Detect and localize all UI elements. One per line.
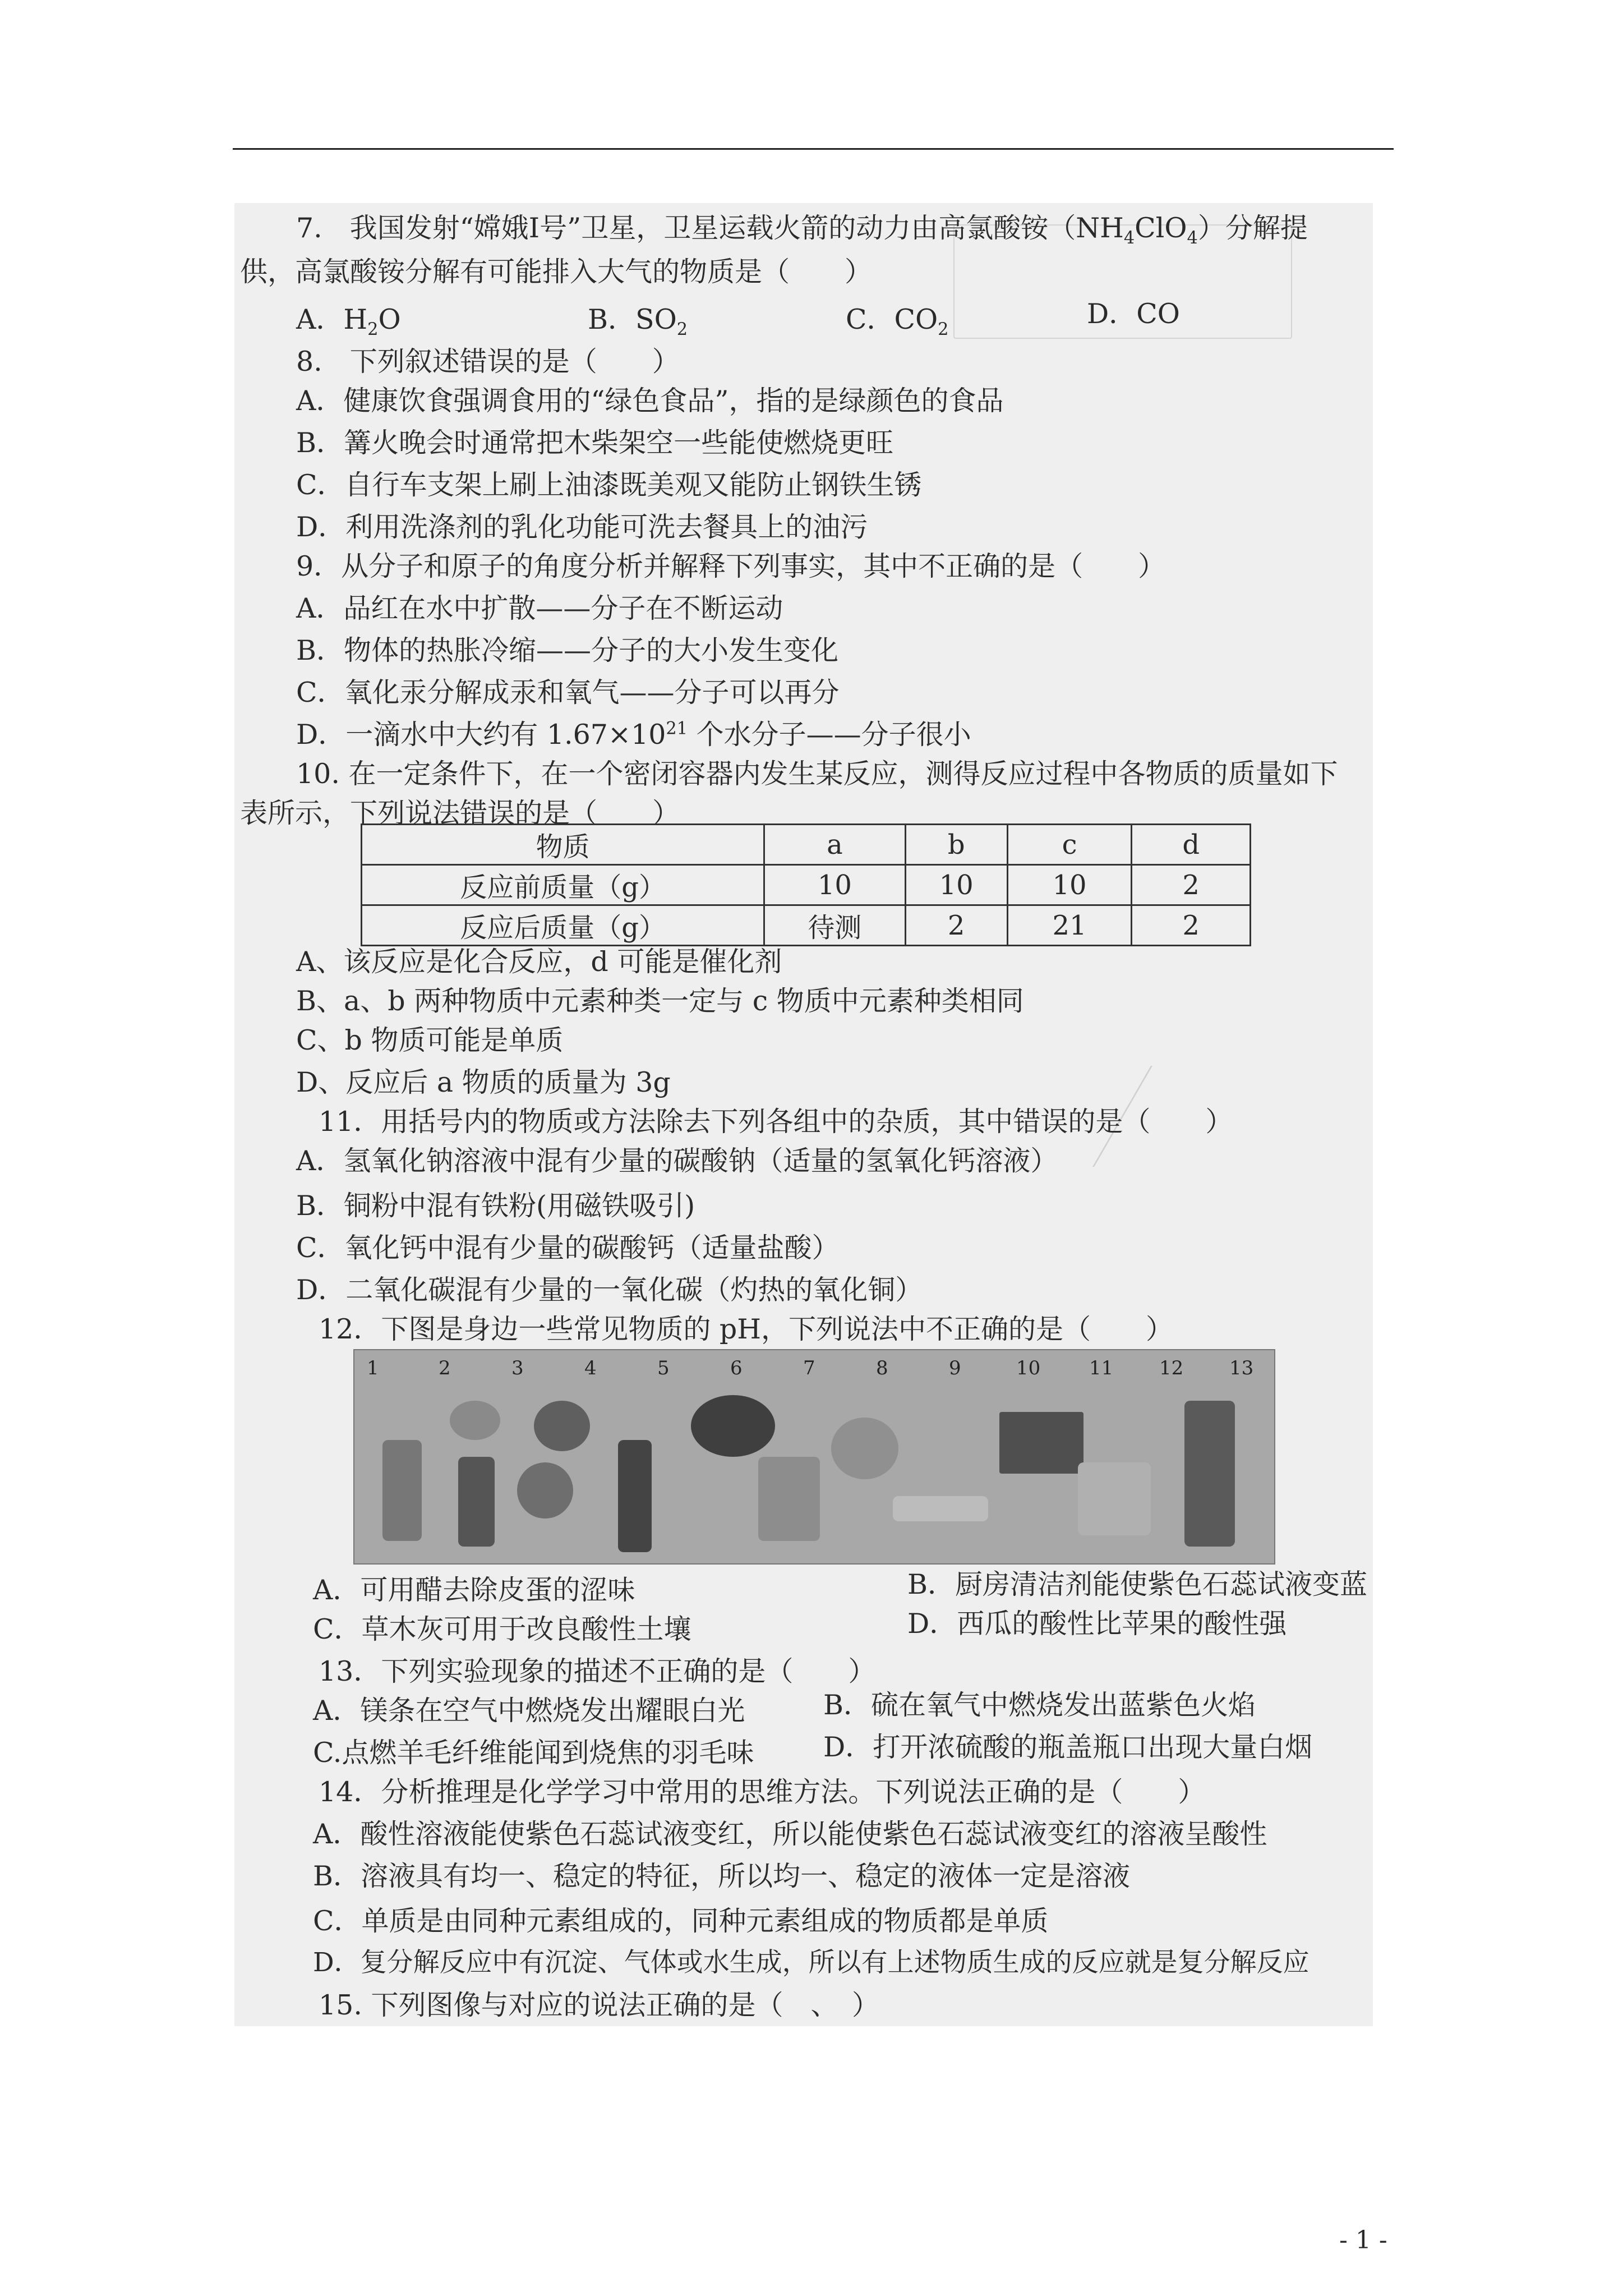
q13-option-c: C.点燃羊毛纤维能闻到烧焦的羽毛味 <box>313 1737 754 1769</box>
q8-option-d: D．利用洗涤剂的乳化功能可洗去餐具上的油污 <box>296 511 868 543</box>
q11-option-a: A．氢氧化钠溶液中混有少量的碳酸钠（适量的氢氧化钙溶液） <box>296 1145 1058 1177</box>
q10-option-c: C、b 物质可能是单质 <box>296 1024 564 1056</box>
ph-scale-number: 10 <box>1016 1357 1041 1379</box>
table-row <box>362 865 1251 905</box>
ph-scale-number: 7 <box>803 1357 815 1379</box>
ph-scale-number: 12 <box>1159 1357 1184 1379</box>
ph-scale-number: 4 <box>584 1357 597 1379</box>
q14-option-c: C．单质是由同种元素组成的，同种元素组成的物质都是单质 <box>313 1905 1049 1937</box>
milk-carton-image <box>758 1457 820 1541</box>
q12-stem: 12．下图是身边一些常见物质的 pH，下列说法中不正确的是（ ） <box>319 1313 1174 1345</box>
table-cell: 21 <box>1007 905 1132 946</box>
table-cell: a <box>764 825 905 865</box>
q9-option-b: B．物体的热胀冷缩——分子的大小发生变化 <box>296 634 839 666</box>
watermelon-image <box>691 1395 775 1457</box>
q11-option-d: D．二氧化碳混有少量的一氧化碳（灼热的氧化铜） <box>296 1274 923 1306</box>
q10-mass-table <box>361 823 1251 946</box>
q10-stem-line1: 10. 在一定条件下，在一个密闭容器内发生某反应，测得反应过程中各物质的质量如下 <box>296 758 1338 790</box>
q10-option-b: B、a、b 两种物质中元素种类一定与 c 物质中元素种类相同 <box>296 985 1024 1017</box>
q11-option-c: C．氧化钙中混有少量的碳酸钙（适量盐酸） <box>296 1232 840 1264</box>
q11-stem: 11．用括号内的物质或方法除去下列各组中的杂质，其中错误的是（ ） <box>319 1106 1233 1138</box>
q12-option-d: D．西瓜的酸性比苹果的酸性强 <box>907 1608 1287 1640</box>
bottle-image <box>382 1440 422 1541</box>
q13-stem: 13．下列实验现象的描述不正确的是（ ） <box>319 1655 876 1687</box>
ph-scale-number: 8 <box>876 1357 888 1379</box>
ph-scale-number: 6 <box>730 1357 743 1379</box>
q14-option-b: B．溶液具有均一、稳定的特征，所以均一、稳定的液体一定是溶液 <box>313 1860 1131 1892</box>
q7-stem-line1: 7. 我国发射“嫦娥Ⅰ号”卫星，卫星运载火箭的动力由高氯酸铵$(NH_4ClO_4)$分解提 <box>296 212 1308 248</box>
q12-option-a: A．可用醋去除皮蛋的涩味 <box>313 1574 635 1606</box>
table-cell: 2 <box>1132 865 1251 905</box>
q8-stem: 8. 下列叙述错误的是（ ） <box>296 346 680 378</box>
ph-scale-number: 13 <box>1229 1357 1254 1379</box>
q7-option-d: D．CO <box>1087 298 1180 330</box>
table-cell: d <box>1132 825 1251 865</box>
table-cell: 2 <box>1132 905 1251 946</box>
table-row <box>362 905 1251 946</box>
q10-option-a: A、该反应是化合反应，d 可能是催化剂 <box>296 946 782 978</box>
table-cell: 10 <box>905 865 1007 905</box>
q9-stem: 9．从分子和原子的角度分析并解释下列事实，其中不正确的是（ ） <box>296 550 1166 582</box>
beaker-image <box>1078 1462 1151 1535</box>
q13-option-a: A．镁条在空气中燃烧发出耀眼白光 <box>313 1695 745 1727</box>
q8-option-b: B．篝火晚会时通常把木柴架空一些能使燃烧更旺 <box>296 427 894 459</box>
q9-option-c: C．氧化汞分解成汞和氧气——分子可以再分 <box>296 677 840 708</box>
q12-option-c: C．草木灰可用于改良酸性土壤 <box>313 1613 691 1645</box>
table-cell: 物质 <box>362 825 764 865</box>
q7-option-b: B．$SO_2$ <box>588 303 688 339</box>
orange-image <box>534 1401 590 1451</box>
table-cell: b <box>905 825 1007 865</box>
q13-option-d: D．打开浓硫酸的瓶盖瓶口出现大量白烟 <box>823 1731 1313 1763</box>
q10-option-d: D、反应后 a 物质的质量为 3g <box>296 1066 671 1098</box>
q9-option-d: D．一滴水中大约有 $1.67\times 10^{21}$ 个水分子——分子很小 <box>296 719 971 751</box>
table-cell: 10 <box>1007 865 1132 905</box>
ph-scale-number: 11 <box>1089 1357 1114 1379</box>
table-cell: 待测 <box>764 905 905 946</box>
q14-option-d: D．复分解反应中有沉淀、气体或水生成，所以有上述物质生成的反应就是复分解反应 <box>313 1947 1310 1978</box>
q14-stem: 14．分析推理是化学学习中常用的思维方法。下列说法正确的是（ ） <box>319 1776 1206 1808</box>
table-cell: 2 <box>905 905 1007 946</box>
apple-image <box>517 1462 573 1519</box>
ph-scale-number: 3 <box>511 1357 524 1379</box>
table-cell: 反应后质量（g） <box>362 905 764 946</box>
table-cell: 反应前质量（g） <box>362 865 764 905</box>
header-rule <box>233 148 1394 150</box>
egg-image <box>831 1418 898 1479</box>
ph-scale-image <box>353 1349 1275 1565</box>
ph-scale-number: 5 <box>657 1357 670 1379</box>
q10-stem-line2: 表所示，下列说法错误的是（ ） <box>240 797 680 829</box>
bottle-image <box>618 1440 652 1552</box>
cleaner-bottle-image <box>1184 1401 1235 1547</box>
page-number: - 1 - <box>1339 2226 1387 2254</box>
lemon-image <box>450 1401 500 1440</box>
ph-scale-number: 2 <box>439 1357 451 1379</box>
table-cell: 10 <box>764 865 905 905</box>
soap-image <box>999 1412 1083 1474</box>
q9-option-a: A．品红在水中扩散——分子在不断运动 <box>296 592 783 624</box>
q14-option-a: A．酸性溶液能使紫色石蕊试液变红，所以能使紫色石蕊试液变红的溶液呈酸性 <box>313 1818 1267 1850</box>
bottle-image <box>458 1457 495 1547</box>
ph-scale-number: 1 <box>367 1357 379 1379</box>
q12-option-b: B．厨房清洁剂能使紫色石蕊试液变蓝 <box>907 1568 1368 1600</box>
ph-scale-number: 9 <box>949 1357 961 1379</box>
q8-option-a: A．健康饮食强调食用的“绿色食品”，指的是绿颜色的食品 <box>296 385 1004 417</box>
q8-option-c: C．自行车支架上刷上油漆既美观又能防止钢铁生锈 <box>296 469 922 501</box>
toothpaste-image <box>893 1496 988 1521</box>
q7-option-c: C．$CO_2$ <box>846 303 949 339</box>
q13-option-b: B．硫在氧气中燃烧发出蓝紫色火焰 <box>823 1689 1256 1721</box>
table-cell: c <box>1007 825 1132 865</box>
q15-stem: 15. 下列图像与对应的说法正确的是（ 、 ） <box>319 1989 880 2021</box>
q7-option-a: A．$H_2O$ <box>296 303 401 339</box>
table-header-row <box>362 825 1251 865</box>
q7-stem-line2: 供，高氯酸铵分解有可能排入大气的物质是（ ） <box>240 256 873 288</box>
q11-option-b: B．铜粉中混有铁粉(用磁铁吸引) <box>296 1190 695 1222</box>
